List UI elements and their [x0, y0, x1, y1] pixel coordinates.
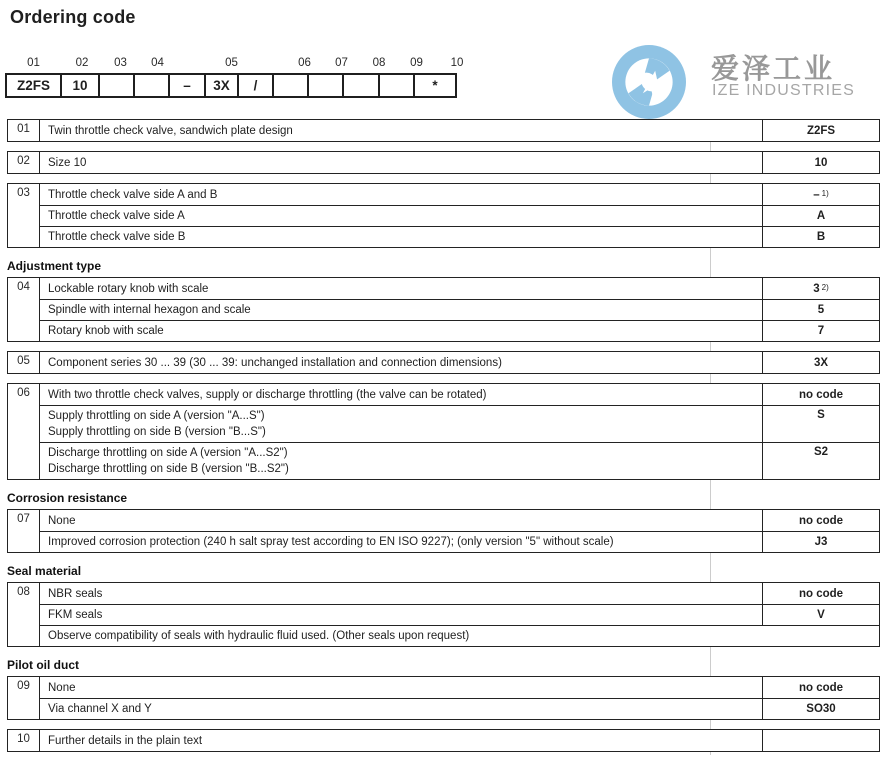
section-rows: [40, 730, 879, 751]
section-number: 07: [8, 510, 40, 552]
description-line: Throttle check valve side A and B: [48, 188, 218, 201]
row-description: [40, 532, 762, 552]
section-table: [7, 383, 880, 480]
description-line: Discharge throttling on side A (version "A...S2"): [48, 447, 288, 459]
row-code: S2: [762, 443, 879, 479]
section-number: 01: [8, 120, 40, 141]
table-row: [40, 299, 879, 320]
section-table: [7, 183, 880, 248]
table-row: [40, 320, 879, 341]
section-table: [7, 729, 880, 752]
description-line: FKM seals: [48, 609, 103, 621]
row-code: 3X: [762, 352, 879, 373]
row-code: Z2FS: [762, 120, 879, 141]
strip-label: 02: [75, 57, 89, 69]
strip-label: 09: [410, 57, 423, 69]
row-description: [40, 583, 762, 604]
row-description: [40, 699, 762, 719]
sections: [7, 119, 880, 752]
strip-label: [176, 57, 214, 73]
description-line: Supply throttling on side A (version "A...S"): [48, 410, 265, 422]
table-row: [40, 384, 879, 405]
row-description: [40, 443, 762, 479]
row-code: B: [762, 227, 879, 247]
section-table: [7, 509, 880, 553]
row-code: V: [762, 605, 879, 625]
table-row: [40, 352, 879, 373]
row-description: [40, 278, 762, 299]
table-row: [40, 442, 879, 479]
section-rows: [40, 677, 879, 719]
strip-cell: /: [237, 73, 274, 98]
row-code: 5: [762, 300, 879, 320]
section-table: [7, 119, 880, 142]
description-line: None: [48, 514, 76, 527]
section-rows: [40, 510, 879, 552]
description-line: None: [48, 681, 76, 694]
page-title: Ordering code: [10, 7, 136, 27]
table-row: [40, 226, 879, 247]
strip-cell: [272, 73, 309, 98]
section-header: Adjustment type: [7, 259, 102, 273]
table-row: [40, 278, 879, 299]
row-description: [40, 352, 762, 373]
section-number: 06: [8, 384, 40, 479]
row-description: [40, 677, 762, 698]
code-footnote-ref: 1): [821, 189, 829, 198]
strip-cell: [133, 73, 170, 98]
row-code: S: [762, 406, 879, 442]
row-description: [40, 605, 762, 625]
row-description: [40, 510, 762, 531]
section-rows: [40, 278, 879, 341]
section-table: [7, 277, 880, 342]
section-table: [7, 151, 880, 174]
strip-label: 06: [298, 57, 311, 69]
description-line: Twin throttle check valve, sandwich plate design: [48, 124, 293, 137]
strip-cell: –: [168, 73, 206, 98]
description-line: Further details in the plain text: [48, 734, 203, 747]
table-row: [40, 405, 879, 442]
table-row: [40, 152, 879, 173]
description-line: Observe compatibility of seals with hydraulic fluid used. (Other seals upon request): [48, 630, 470, 642]
logo-en-text: IZE INDUSTRIES: [712, 82, 856, 99]
description-line: Size 10: [48, 156, 87, 169]
section-number: 03: [8, 184, 40, 247]
strip-label: 01: [27, 57, 40, 69]
table-row: [40, 531, 879, 552]
description-line: Spindle with internal hexagon and scale: [48, 304, 251, 316]
strip-label: 10: [450, 57, 464, 69]
section-number: 10: [8, 730, 40, 751]
table-row: [40, 583, 879, 604]
table-row: [40, 698, 879, 719]
section-header: Seal material: [7, 564, 82, 578]
row-code: no code: [762, 677, 879, 698]
description-line: Throttle check valve side B: [48, 231, 186, 243]
description-line: Component series 30 ... 39 (30 ... 39: unchanged installation and connection dimensions): [48, 356, 502, 369]
row-code: 10: [762, 152, 879, 173]
strip-label: 05: [225, 57, 238, 69]
description-line: Supply throttling on side B (version "B...S"): [48, 426, 266, 438]
strip-position-labels: [5, 57, 479, 73]
strip-cell: *: [413, 73, 457, 98]
section-rows: [40, 352, 879, 373]
row-code: J3: [762, 532, 879, 552]
table-row: [40, 730, 879, 751]
section-header: Corrosion resistance: [7, 491, 128, 505]
section-rows: [40, 184, 879, 247]
section-rows: [40, 583, 879, 646]
ize-logo-icon: [612, 45, 686, 119]
strip-label: [249, 57, 286, 73]
section-table: [7, 676, 880, 720]
row-description: [40, 206, 762, 226]
strip-cell: [307, 73, 344, 98]
strip-label: 03: [114, 57, 127, 69]
strip-code-cells: [5, 73, 479, 98]
table-row: [40, 184, 879, 205]
section-header: Pilot oil duct: [7, 658, 79, 672]
row-code: [762, 730, 879, 751]
strip-label: 04: [151, 57, 164, 69]
description-line: NBR seals: [48, 587, 103, 600]
code-footnote-ref: 2): [821, 283, 829, 292]
section-rows: [40, 152, 879, 173]
description-line: Via channel X and Y: [48, 703, 152, 715]
row-description: [40, 300, 762, 320]
description-line: Rotary knob with scale: [48, 325, 164, 337]
row-description: [40, 152, 762, 173]
row-code: no code: [762, 510, 879, 531]
row-description: [40, 406, 762, 442]
row-code: – 1): [762, 184, 879, 205]
section-table: [7, 351, 880, 374]
strip-label: 08: [372, 57, 386, 69]
row-description: [40, 120, 762, 141]
row-description: [40, 626, 879, 646]
row-code: SO30: [762, 699, 879, 719]
table-row: [40, 677, 879, 698]
table-row: [40, 510, 879, 531]
section-number: 05: [8, 352, 40, 373]
strip-cell: Z2FS: [5, 73, 62, 98]
strip-cell: [98, 73, 135, 98]
row-description: [40, 384, 762, 405]
row-code: 3 2): [762, 278, 879, 299]
section-rows: [40, 120, 879, 141]
section-rows: [40, 384, 879, 479]
strip-cell: [378, 73, 415, 98]
table-row: [40, 205, 879, 226]
table-row: [40, 625, 879, 646]
section-table: [7, 582, 880, 647]
row-code: 7: [762, 321, 879, 341]
row-description: [40, 227, 762, 247]
description-line: Throttle check valve side A: [48, 210, 185, 222]
description-line: Lockable rotary knob with scale: [48, 282, 209, 295]
section-number: 04: [8, 278, 40, 341]
table-row: [40, 120, 879, 141]
section-number: 09: [8, 677, 40, 719]
description-line: Improved corrosion protection (240 h salt spray test according to EN ISO 9227); (only version "5" without scale): [48, 536, 614, 548]
strip-cell: 3X: [204, 73, 239, 98]
strip-label: 07: [335, 57, 348, 69]
row-description: [40, 321, 762, 341]
row-code: A: [762, 206, 879, 226]
strip-cell: 10: [60, 73, 100, 98]
description-line: With two throttle check valves, supply or discharge throttling (the valve can be rotated): [48, 388, 487, 401]
section-number: 02: [8, 152, 40, 173]
row-description: [40, 730, 762, 751]
logo-cn-text: 爱泽工业: [711, 53, 836, 84]
section-number: 08: [8, 583, 40, 646]
row-code: no code: [762, 384, 879, 405]
row-description: [40, 184, 762, 205]
ordering-code-strip: [5, 57, 479, 98]
description-line: Discharge throttling on side B (version "B...S2"): [48, 463, 289, 475]
strip-cell: [342, 73, 380, 98]
table-row: [40, 604, 879, 625]
row-code: no code: [762, 583, 879, 604]
